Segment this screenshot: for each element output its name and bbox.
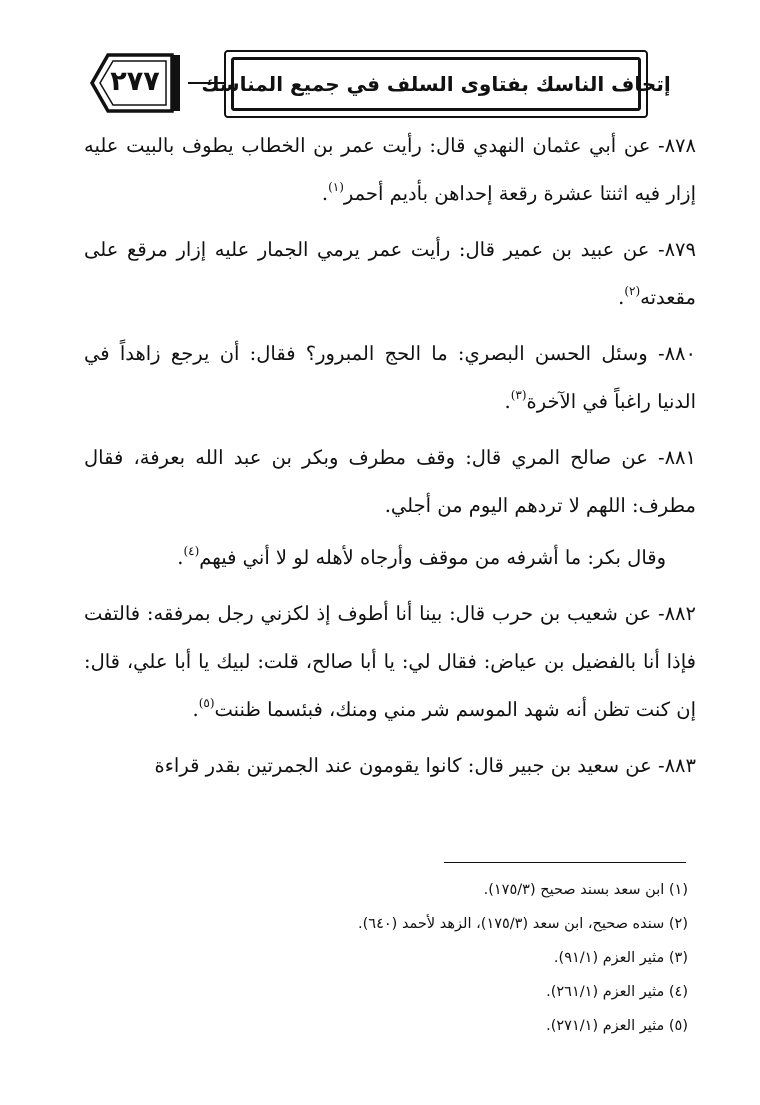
entry-end: . [618,286,625,309]
entry-882 [84,590,696,734]
running-title-frame [201,50,671,118]
entry-number: ٨٧٩- [657,238,696,261]
entry-883 [84,742,696,790]
entry-end: . [504,390,511,413]
entry-881 [84,434,696,530]
entry-878 [84,122,696,218]
footnote-ref: (١) [328,179,344,194]
footnote-1: (١) ابن سعد بسند صحيح (١٧٥/٣). [483,882,688,898]
footnote-ref: (٤) [183,543,200,558]
entry-text: عن صالح المري قال: وقف مطرف وبكر بن عبد الله بعرفة، فقال مطرف: اللهم لا تردهم اليوم من أجلي. [84,446,696,517]
entry-text: عن عبيد بن عمير قال: رأيت عمر يرمي الجمار عليه إزار مرقع على مقعدته [84,238,696,309]
page-number-badge [88,52,198,114]
running-title: إتحاف الناسك بفتاوى السلف في جميع المناسك [201,72,671,96]
entry-880 [84,330,696,426]
footnote-ref: (٣) [510,387,527,402]
page-header [88,50,671,120]
footnote-5: (٥) مثير العزم (٢٧١/١). [546,1018,688,1034]
entry-end: . [192,698,199,721]
entry-end: . [321,182,329,205]
main-text [84,122,696,798]
entry-text: وسئل الحسن البصري: ما الحج المبرور؟ فقال: أن يرجع زاهداً في الدنيا راغباً في الآخرة [84,342,696,413]
footnote-ref: (٥) [198,695,215,710]
entry-text: عن شعيب بن حرب قال: بينا أنا أطوف إذ لكزني رجل بمرفقه: فالتفت فإذا أنا بالفضيل بن عياض: فقال لي: يا أبا صالح، قلت: لبيك يا أبا علي، قال: إن كنت تظن أنه شهد الموسم شر مني ومنك، فبئسما ظننت [84,602,696,721]
entry-879 [84,226,696,322]
entry-end: . [177,546,184,569]
entry-number: ٨٨١- [657,446,696,469]
entry-text: وقال بكر: ما أشرفه من موقف وأرجاه لأهله لو لا أني فيهم [199,546,666,569]
footnotes [300,873,688,1043]
page-number: ٢٧٧ [110,66,160,97]
footnote-ref: (٢) [624,283,641,298]
footnote-4: (٤) مثير العزم (٢٦١/١). [546,984,688,1000]
entry-number: ٨٧٨- [657,134,696,157]
entry-881-continued [84,534,696,582]
entry-text: عن سعيد بن جبير قال: كانوا يقومون عند الجمرتين بقدر قراءة [154,754,658,777]
entry-number: ٨٨٢- [657,602,696,625]
entry-number: ٨٨٣- [657,754,696,777]
entry-number: ٨٨٠- [657,342,696,365]
footnote-3: (٣) مثير العزم (٩١/١). [553,950,688,966]
footnote-2: (٢) سنده صحيح، ابن سعد (١٧٥/٣)، الزهد لأحمد (٦٤٠). [358,916,688,932]
entry-text: عن أبي عثمان النهدي قال: رأيت عمر بن الخطاب يطوف بالبيت عليه إزار فيه اثنتا عشرة رقعة إحداهن بأديم أحمر [84,134,696,205]
footnote-separator [444,862,686,863]
